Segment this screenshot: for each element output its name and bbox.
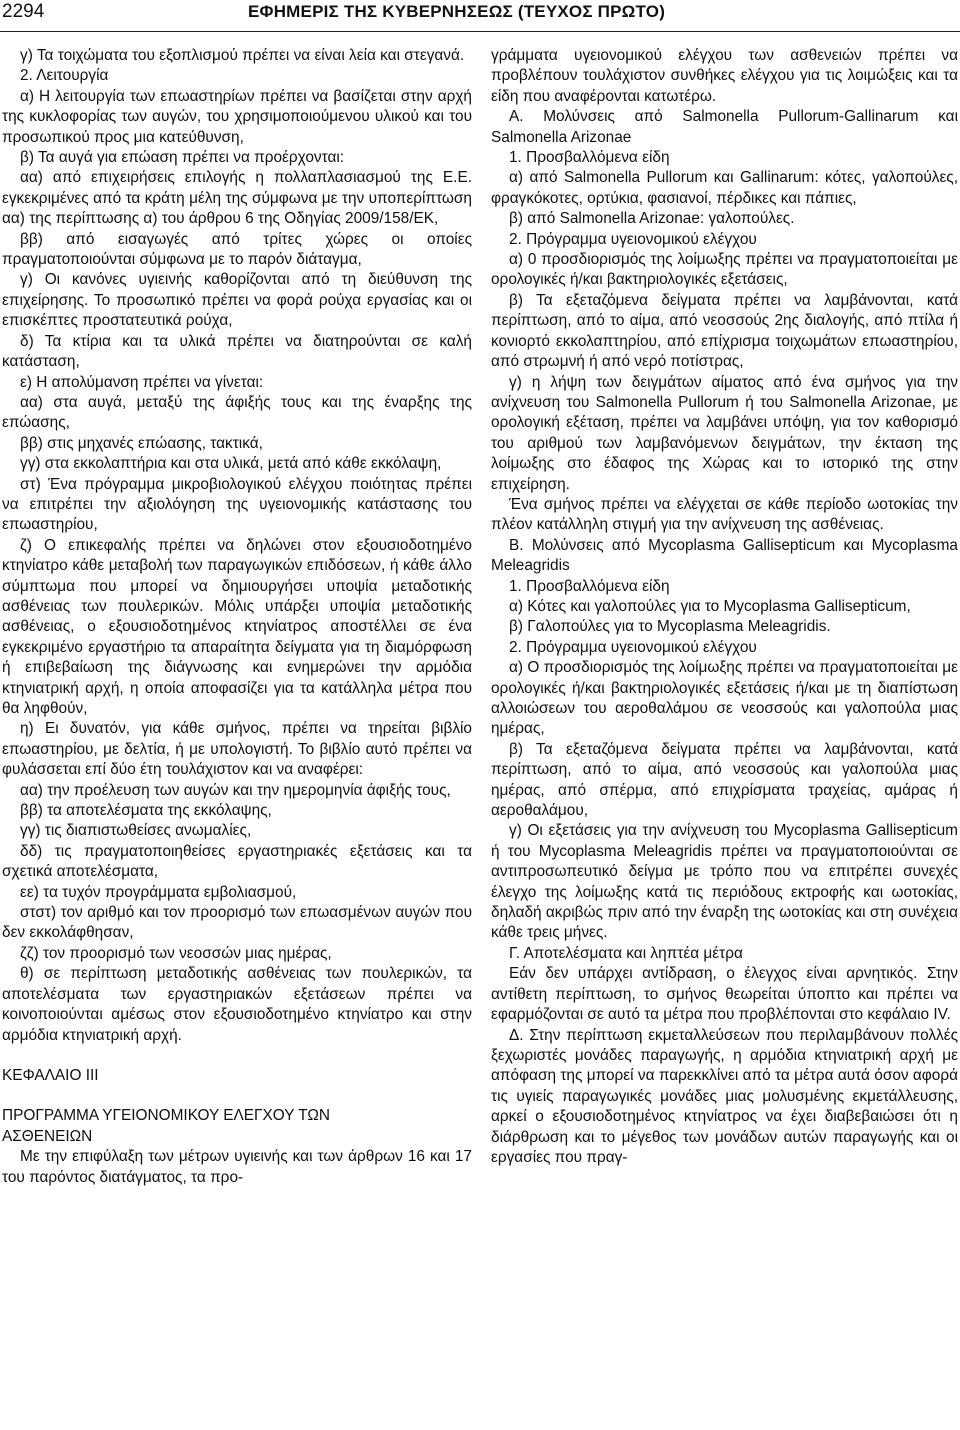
paragraph: γράμματα υγειονομικού ελέγχου των ασθενειών πρέπει να προβλέπουν τουλάχιστον συνθήκες ελέγχου για τις λοιμώξεις και τα είδη που αναφέρονται κατωτέρω. bbox=[491, 47, 958, 105]
page-header bbox=[0, 0, 960, 28]
paragraph: Με την επιφύλαξη των μέτρων υγιεινής και των άρθρων 16 και 17 του παρόντος διατάγματος, τα προ- bbox=[2, 1148, 472, 1186]
paragraph: γ) Τα τοιχώματα του εξοπλισμού πρέπει να είναι λεία και στεγανά. bbox=[20, 47, 465, 64]
paragraph: 2. Λειτουργία bbox=[20, 67, 109, 85]
paragraph: γ) η λήψη των δειγμάτων αίματος από ένα σμήνος για την ανίχνευση του Salmonella Pullorum ή του Salmonella Arizonae, με ορολογική εξέταση, πρέπει να λαμβάνει υπόψη, για τον καθορισμό του αριθμού των λαμβανόμενων δειγμάτων, την έκταση της λοίμωξης στο έδαφος της Χώρας και το ιστορικό της στην επιχείρηση. bbox=[491, 373, 958, 493]
chapter-title-line-1: ΠΡΟΓΡΑΜΜΑ ΥΓΕΙΟΝΟΜΙΚΟΥ ΕΛΕΓΧΟΥ ΤΩΝ bbox=[2, 1107, 330, 1125]
section-heading-a: Α. Μολύνσεις από Salmonella Pullorum-Gallinarum και Salmonella Arizonae bbox=[491, 108, 958, 146]
paragraph: Εάν δεν υπάρχει αντίδραση, ο έλεγχος είναι αρνητικός. Στην αντίθετη περίπτωση, το σμήνος θεωρείται ύποπτο και πρέπει να εφαρμόζονται σε αυτό τα μέτρα που προβλέπονται στο κεφάλαιο IV. bbox=[491, 965, 958, 1024]
paragraph: δ) Τα κτίρια και τα υλικά πρέπει να διατηρούνται σε καλή κατάσταση, bbox=[2, 332, 472, 371]
running-title: ΕΦΗΜΕΡΙΣ ΤΗΣ ΚΥΒΕΡΝΗΣΕΩΣ (ΤΕΥΧΟΣ ΠΡΩΤΟ) bbox=[248, 2, 666, 21]
paragraph: ββ) από εισαγωγές από τρίτες χώρες οι οποίες πραγματοποιούνται σύμφωνα με το παρόν διάταγμα, bbox=[2, 230, 472, 269]
paragraph: δδ) τις πραγματοποιηθείσες εργαστηριακές εξετάσεις και τα σχετικά αποτελέσματα, bbox=[2, 842, 472, 881]
paragraph: γγ) στα εκκολαπτήρια και στα υλικά, μετά από κάθε εκκόλαψη, bbox=[20, 455, 442, 473]
right-column bbox=[491, 46, 958, 1168]
paragraph: στστ) τον αριθμό και τον προορισμό των επωασμένων αυγών που δεν εκκολάφθησαν, bbox=[2, 904, 472, 942]
paragraph: α) Κότες και γαλοπούλες για το Mycoplasma Gallisepticum, bbox=[509, 597, 911, 615]
paragraph: γ) Οι εξετάσεις για την ανίχνευση του Mycoplasma Gallisepticum ή του Mycoplasma Meleagridis πρέπει να πραγματοποιούνται σε αντιπροσωπευτικό δείγμα με τρόπο που να επιτρέπει συνεχές έλεγχο της λοίμωξης κατά τις περιόδους εκτροφής και ωοτοκίας, δηλαδή ακριβώς πριν από την έναρξη της ωοτοκίας και στη συνέχεια κάθε τρεις μήνες. bbox=[491, 822, 958, 942]
paragraph: ββ) τα αποτελέσματα της εκκόλαψης, bbox=[20, 802, 272, 820]
paragraph: 2. Πρόγραμμα υγειονομικού ελέγχου bbox=[509, 230, 757, 248]
chapter-heading: ΚΕΦΑΛΑΙΟ ΙΙΙ bbox=[2, 1066, 99, 1084]
paragraph: εε) τα τυχόν προγράμματα εμβολιασμού, bbox=[20, 883, 297, 901]
paragraph: α) Ο προσδιορισμός της λοίμωξης πρέπει να πραγματοποιείται με ορολογικές ή/και βακτηριολογικές εξετάσεις ή/και με τη διαπίστωση αλλοιώσεων του αεροθαλάμου σε νεοσσούς και γαλοπούλα μιας ημέρας, bbox=[491, 659, 958, 738]
paragraph: γγ) τις διαπιστωθείσες ανωμαλίες, bbox=[20, 822, 252, 840]
section-heading-d: Δ. Στην περίπτωση εκμεταλλεύσεων που περιλαμβάνουν πολλές ξεχωριστές μονάδες παραγωγής, η αρμόδια κτηνιατρική αρχή με απόφαση της μπορεί να παρεκκλίνει από τα μέτρα αυτά όσον αφορά τις υγιείς παραγωγικές μονάδες μιας μολυσμένης εκμετάλλευσης, αρκεί ο εξουσιοδοτημένος κτηνίατρος να έχει διαβεβαιώσει ότι η διάρθρωση και το μέγεθος των μονάδων αυτών παραγωγής και οι εργασίες που πραγ- bbox=[491, 1026, 958, 1166]
header-rule bbox=[0, 31, 960, 32]
paragraph: β) Γαλοπούλες για το Mycoplasma Meleagridis. bbox=[509, 618, 831, 636]
paragraph: αα) την προέλευση των αυγών και την ημερομηνία άφιξής τους, bbox=[20, 781, 451, 799]
paragraph: α) από Salmonella Pullorum και Gallinarum: κότες, γαλοπούλες, φραγκόκοτες, ορτύκια, φασιανοί, πέρδικες και πάπιες, bbox=[491, 169, 958, 207]
paragraph: γ) Οι κανόνες υγιεινής καθορίζονται από τη διεύθυνση της επιχείρησης. Το προσωπικό πρέπει να φορά ρούχα εργασίας και οι επισκέπτες προστατευτικά ρούχα, bbox=[2, 271, 472, 330]
paragraph: θ) σε περίπτωση μεταδοτικής ασθένειας των πουλερικών, τα αποτελέσματα των εργαστηριακών εξετάσεων πρέπει να κοινοποιούνται αμέσως στον εξουσιοδοτημένο κτηνίατρο και στην αρμόδια κτηνιατρική αρχή. bbox=[2, 965, 472, 1044]
section-heading-b: Β. Μολύνσεις από Mycoplasma Gallisepticum και Mycoplasma Meleagridis bbox=[491, 536, 958, 575]
paragraph: ββ) στις μηχανές επώασης, τακτικά, bbox=[20, 434, 263, 452]
paragraph: 2. Πρόγραμμα υγειονομικού ελέγχου bbox=[509, 638, 757, 656]
spacer bbox=[2, 1046, 472, 1066]
paragraph: αα) στα αυγά, μεταξύ της άφιξής τους και της έναρξης της επώασης, bbox=[2, 393, 472, 432]
paragraph: ε) Η απολύμανση πρέπει να γίνεται: bbox=[20, 373, 264, 391]
paragraph: α) 0 προσδιορισμός της λοίμωξης πρέπει να πραγματοποιείται με ορολογικές ή/και βακτηριολογικές εξετάσεις, bbox=[491, 251, 958, 289]
paragraph: β) από Salmonella Arizonae: γαλοπούλες. bbox=[509, 210, 795, 228]
page-number: 2294 bbox=[2, 1, 45, 22]
paragraph: 1. Προσβαλλόμενα είδη bbox=[509, 577, 670, 595]
paragraph: η) Ει δυνατόν, για κάθε σμήνος, πρέπει να τηρείται βιβλίο επωαστηρίου, με δελτία, ή με υπολογιστή. Το βιβλίο αυτό πρέπει να φυλάσσεται επί δύο έτη τουλάχιστον και να αναφέρει: bbox=[2, 720, 472, 779]
paragraph: Ένα σμήνος πρέπει να ελέγχεται σε κάθε περίοδο ωοτοκίας την πλέον κατάλληλη στιγμή για την ανίχνευση της ασθένειας. bbox=[491, 495, 958, 534]
paragraph: 1. Προσβαλλόμενα είδη bbox=[509, 149, 670, 167]
paragraph: β) Τα εξεταζόμενα δείγματα πρέπει να λαμβάνονται, κατά περίπτωση, από το αίμα, από νεοσσούς και γαλοπούλα μιας ημέρας, από σπέρμα, από επιχρίσματα τραχείας, αμάρας ή αεροθαλάμου, bbox=[491, 740, 958, 820]
chapter-title-line-2: ΑΣΘΕΝΕΙΩΝ bbox=[2, 1127, 93, 1145]
paragraph: αα) από επιχειρήσεις επιλογής η πολλαπλασιασμού της Ε.Ε. εγκεκριμένες από τα κράτη μέλη της σύμφωνα με την υποπερίπτωση αα) της περίπτωσης α) του άρθρου 6 της Οδηγίας 2009/158/ΕΚ, bbox=[2, 169, 472, 228]
paragraph: ζζ) τον προορισμό των νεοσσών μιας ημέρας, bbox=[20, 944, 332, 962]
paragraph: α) Η λειτουργία των επωαστηρίων πρέπει να βασίζεται στην αρχή της κυκλοφορίας των αυγών, του χρησιμοποιούμενου υλικού και του προσωπικού προς μια κατεύθυνση, bbox=[2, 87, 472, 146]
left-column bbox=[2, 46, 472, 1188]
section-heading-c: Γ. Αποτελέσματα και ληπτέα μέτρα bbox=[509, 944, 743, 962]
paragraph: στ) Ένα πρόγραμμα μικροβιολογικού ελέγχου ποιότητας πρέπει να επιτρέπει την αξιολόγηση της υγειονομικής κατάστασης του επωαστηρίου, bbox=[2, 475, 472, 534]
paragraph: β) Τα εξεταζόμενα δείγματα πρέπει να λαμβάνονται, κατά περίπτωση, από το αίμα, από νεοσσούς 2ης διαλογής, από πτίλα ή κονιορτό εκκολαπτηρίου, από επίχρισμα τοιχωμάτων επωαστηρίου, από στρωμνή ή από νερό ποτίστρας, bbox=[491, 291, 958, 371]
paragraph: β) Τα αυγά για επώαση πρέπει να προέρχονται: bbox=[20, 149, 345, 167]
spacer bbox=[2, 1086, 472, 1106]
paragraph: ζ) Ο επικεφαλής πρέπει να δηλώνει στον εξουσιοδοτημένο κτηνίατρο κάθε μεταβολή των παραγωγικών επιδόσεων, ή κάθε άλλο σύμπτωμα που μπορεί να δημιουργήσει υποψία μεταδοτικής ασθένειας των πουλερικών. Μόλις υπάρξει υποψία μεταδοτικής ασθένειας, ο εξουσιοδοτημένος κτηνίατρος αποστέλλει σε ένα εγκεκριμένο εργαστήριο τα απαραίτητα δείγματα για τη διαμόρφωση ή επιβεβαίωση της διάγνωσης και ενημερώνει την αρμόδια κτηνιατρική αρχή, η οποία αποφασίζει για τα κατάλληλα μέτρα που θα ληφθούν, bbox=[2, 536, 472, 717]
